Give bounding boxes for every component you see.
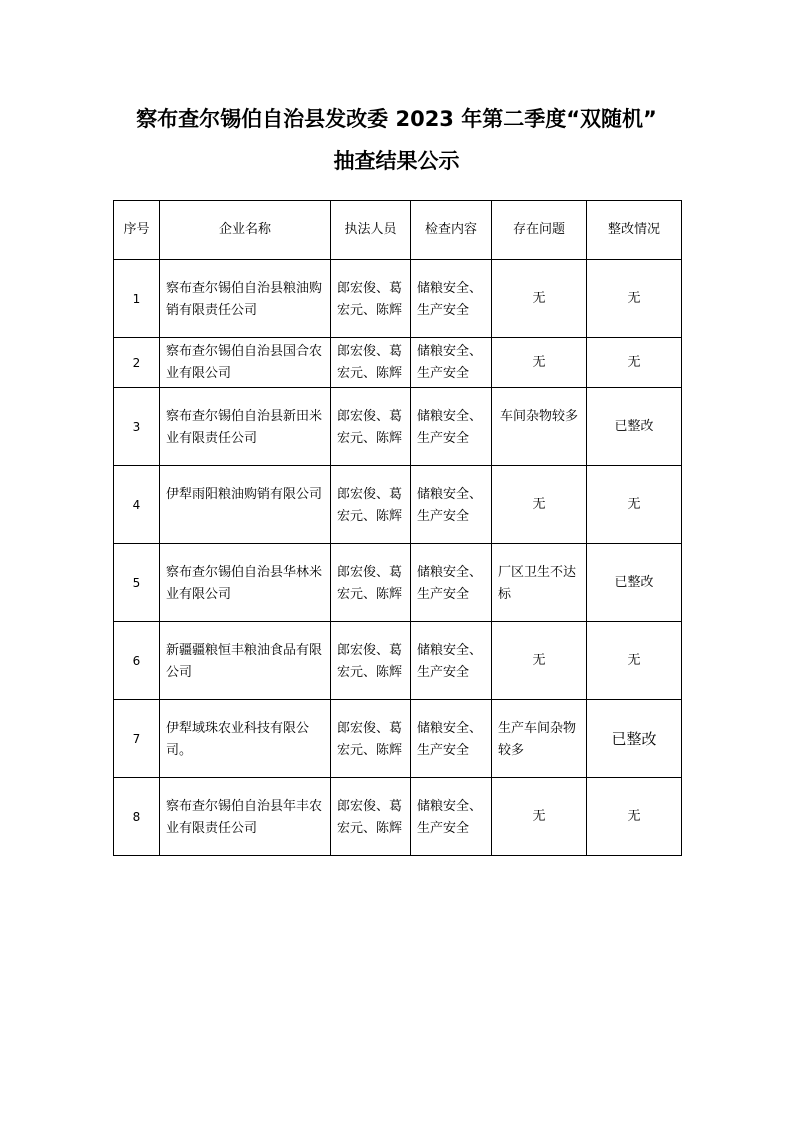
row-company: 察布查尔锡伯自治县新田米业有限责任公司	[160, 388, 331, 466]
row-content: 储粮安全、生产安全	[411, 544, 492, 622]
inspection-result-table	[113, 200, 682, 856]
row-rectification: 无	[587, 466, 682, 544]
document-title: 察布查尔锡伯自治县发改委 2023 年第二季度“双随机”	[136, 107, 657, 131]
row-issue: 车间杂物较多	[492, 388, 587, 466]
row-officers: 郎宏俊、葛宏元、陈辉	[331, 700, 411, 778]
row-no: 3	[114, 388, 160, 466]
table-row	[114, 466, 682, 544]
row-content: 储粮安全、生产安全	[411, 338, 492, 388]
row-rectification: 无	[587, 338, 682, 388]
header-no: 序号	[114, 201, 160, 260]
row-officers: 郎宏俊、葛宏元、陈辉	[331, 466, 411, 544]
row-content: 储粮安全、生产安全	[411, 778, 492, 856]
row-officers: 郎宏俊、葛宏元、陈辉	[331, 338, 411, 388]
row-company: 新疆疆粮恒丰粮油食品有限公司	[160, 622, 331, 700]
row-rectification: 无	[587, 260, 682, 338]
row-content: 储粮安全、生产安全	[411, 388, 492, 466]
document-subtitle: 抽查结果公示	[333, 149, 460, 173]
table-row	[114, 778, 682, 856]
header-issue: 存在问题	[492, 201, 587, 260]
row-officers: 郎宏俊、葛宏元、陈辉	[331, 260, 411, 338]
row-rectification: 已整改	[587, 544, 682, 622]
row-issue: 厂区卫生不达标	[492, 544, 587, 622]
row-no: 6	[114, 622, 160, 700]
row-company: 伊犁雨阳粮油购销有限公司	[160, 466, 331, 544]
row-officers: 郎宏俊、葛宏元、陈辉	[331, 544, 411, 622]
row-content: 储粮安全、生产安全	[411, 622, 492, 700]
row-no: 2	[114, 338, 160, 388]
row-no: 7	[114, 700, 160, 778]
row-no: 8	[114, 778, 160, 856]
row-rectification: 已整改	[587, 700, 682, 778]
row-issue: 无	[492, 338, 587, 388]
row-issue: 无	[492, 260, 587, 338]
row-rectification: 无	[587, 622, 682, 700]
header-officers: 执法人员	[331, 201, 411, 260]
row-company: 察布查尔锡伯自治县年丰农业有限责任公司	[160, 778, 331, 856]
row-company: 察布查尔锡伯自治县粮油购销有限责任公司	[160, 260, 331, 338]
header-company: 企业名称	[160, 201, 331, 260]
row-content: 储粮安全、生产安全	[411, 260, 492, 338]
row-company: 察布查尔锡伯自治县国合农业有限公司	[160, 338, 331, 388]
row-issue: 生产车间杂物较多	[492, 700, 587, 778]
row-issue: 无	[492, 466, 587, 544]
row-issue: 无	[492, 778, 587, 856]
table-row	[114, 544, 682, 622]
table-row	[114, 388, 682, 466]
row-no: 5	[114, 544, 160, 622]
row-content: 储粮安全、生产安全	[411, 700, 492, 778]
table-header-row	[114, 201, 682, 260]
row-company: 察布查尔锡伯自治县华林米业有限公司	[160, 544, 331, 622]
row-no: 4	[114, 466, 160, 544]
table-row	[114, 338, 682, 388]
row-rectification: 已整改	[587, 388, 682, 466]
table-row	[114, 700, 682, 778]
table-row	[114, 260, 682, 338]
row-officers: 郎宏俊、葛宏元、陈辉	[331, 778, 411, 856]
header-content: 检查内容	[411, 201, 492, 260]
row-content: 储粮安全、生产安全	[411, 466, 492, 544]
table-row	[114, 622, 682, 700]
row-issue: 无	[492, 622, 587, 700]
header-rectification: 整改情况	[587, 201, 682, 260]
row-no: 1	[114, 260, 160, 338]
row-officers: 郎宏俊、葛宏元、陈辉	[331, 388, 411, 466]
row-officers: 郎宏俊、葛宏元、陈辉	[331, 622, 411, 700]
row-rectification: 无	[587, 778, 682, 856]
row-company: 伊犁域珠农业科技有限公司。	[160, 700, 331, 778]
